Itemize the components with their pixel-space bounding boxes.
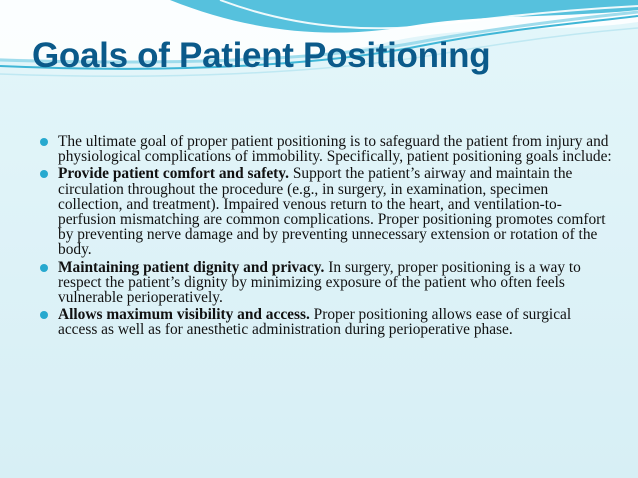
bullet-item [40,166,612,257]
bullet-text: In surgery, proper positioning is a way to respect the patient’s dignity by minimizing exposure of the patient who often feels vulnerable perioperatively. [58,258,581,307]
bullet-list [40,134,612,340]
bullet-dot-icon [40,138,48,146]
bullet-item [40,307,612,337]
bullet-dot-icon [40,264,48,272]
bullet-dot-icon [40,170,48,178]
slide-title: Goals of Patient Positioning [32,36,491,75]
bullet-item [40,260,612,306]
bullet-lead: Allows maximum visibility and access. [58,306,310,324]
bullet-text: The ultimate goal of proper patient positioning is to safeguard the patient from injury and physiological complications of immobility. Specifically, patient positioning goals include: [58,133,612,166]
bullet-item [40,134,612,164]
bullet-lead: Maintaining patient dignity and privacy. [58,258,325,276]
bullet-text: Support the patient’s airway and maintain the circulation throughout the procedure (e.g., in surgery, in examination, specimen collection, and treatment). Impaired venous return to the heart, and ventilation-to-perfusion mismatching are common complications. Proper positioning promotes comfort by preventing nerve damage and by preventing unnecessary extension or rotation of the body. [58,165,606,259]
bullet-text: Proper positioning allows ease of surgical access as well as for anesthetic administration during perioperative phase. [58,306,572,339]
bullet-lead: Provide patient comfort and safety. [58,165,289,183]
bullet-dot-icon [40,311,48,319]
